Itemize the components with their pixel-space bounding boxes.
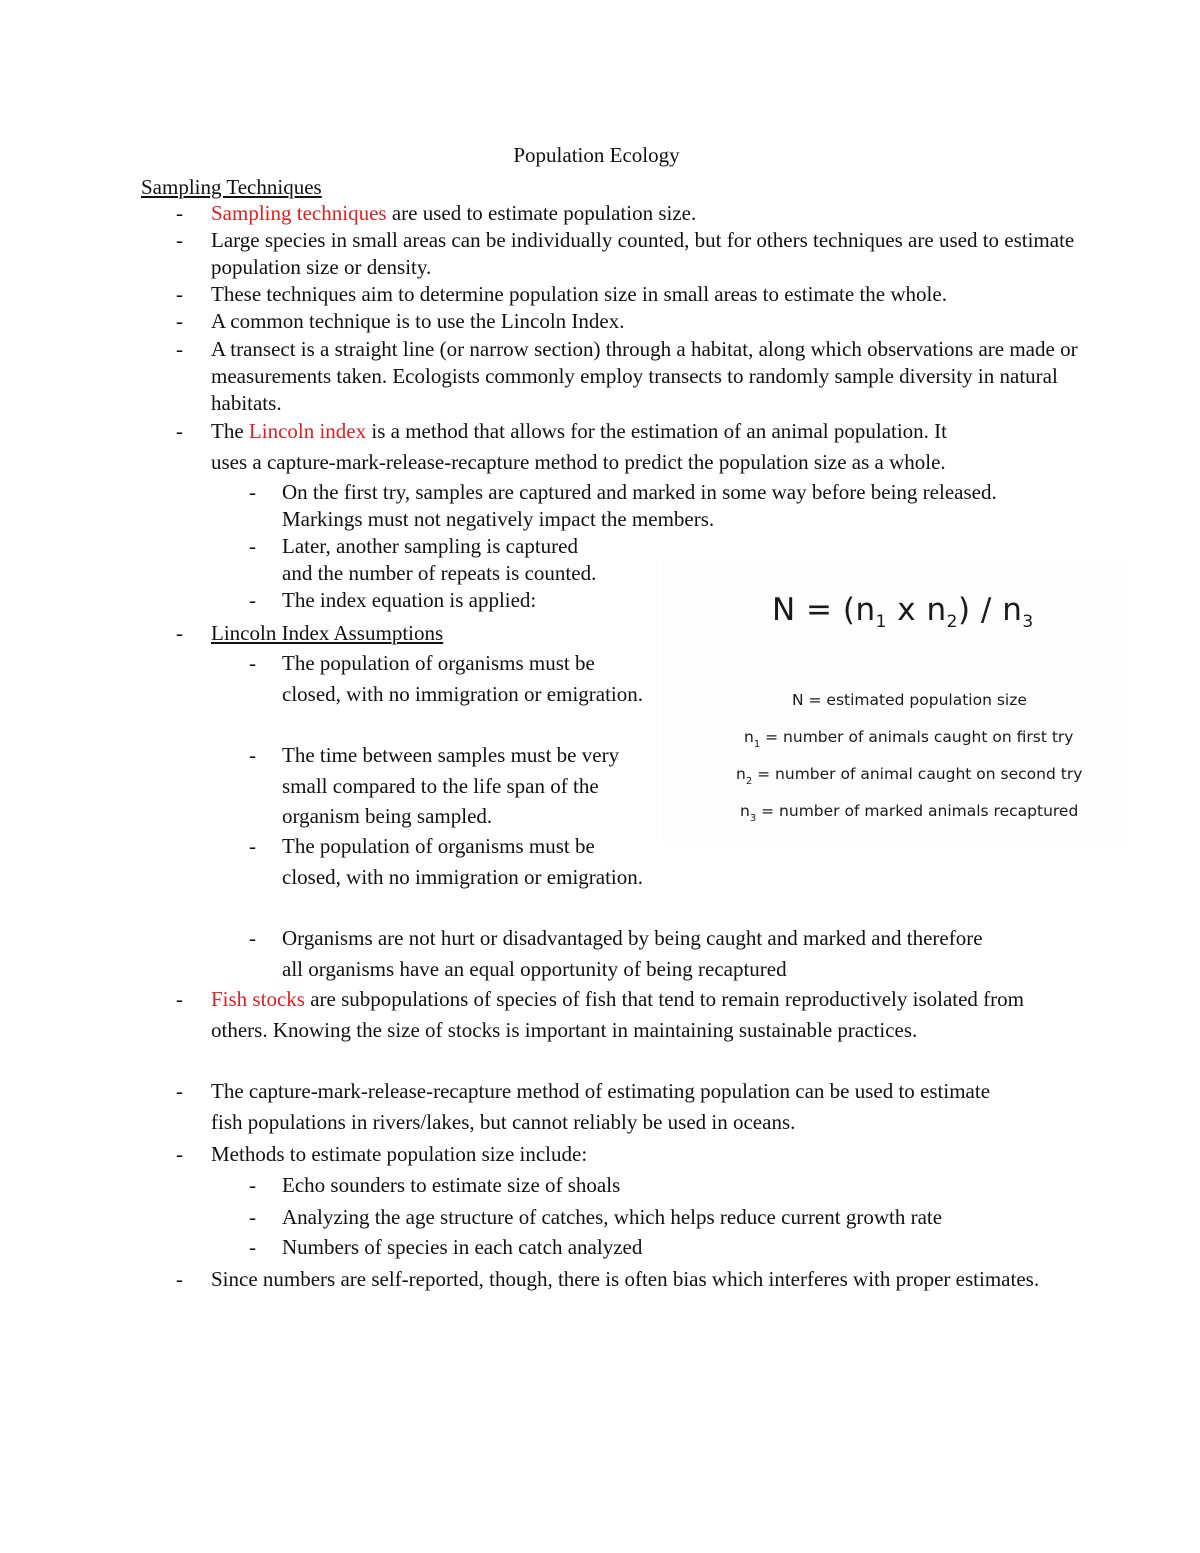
sub-bullet-echo-sounders: - Echo sounders to estimate size of shoals bbox=[282, 1170, 620, 1201]
sub-bullet-closed-population: - The population of organisms must be closed, with no immigration or emigration. bbox=[282, 648, 647, 709]
sub-bullet-first-try: - On the first try, samples are captured and marked in some way before being released. Markings must not negatively impact the members. bbox=[282, 479, 1012, 533]
bullet-lincoln-common: - A common technique is to use the Lincoln Index. bbox=[211, 308, 1091, 335]
page-title: Population Ecology bbox=[513, 143, 680, 167]
term-fish-stocks: Fish stocks bbox=[211, 987, 305, 1011]
legend-text: = number of marked animals recaptured bbox=[756, 802, 1079, 820]
subscript: 1 bbox=[753, 739, 761, 750]
term-lincoln-index: Lincoln index bbox=[248, 419, 367, 443]
subscript: 2 bbox=[745, 776, 753, 787]
legend-n3 bbox=[740, 802, 1078, 824]
bullet-text: are used to estimate population size. bbox=[386, 201, 697, 225]
lincoln-index-figure bbox=[662, 560, 1128, 842]
sub-bullet-species-count: - Numbers of species in each catch analyzed bbox=[282, 1232, 642, 1263]
sub-bullet-index-equation: - The index equation is applied: bbox=[282, 587, 536, 614]
subscript: 2 bbox=[946, 612, 958, 632]
lincoln-index-line-1 bbox=[211, 416, 1091, 447]
legend-variable: n bbox=[740, 802, 750, 820]
legend-n2 bbox=[736, 765, 1082, 787]
bullet-lincoln-index bbox=[211, 416, 1091, 478]
bullet-methods: - Methods to estimate population size include: bbox=[211, 1139, 1091, 1170]
lincoln-index-line-2: uses a capture-mark-release-recapture method to predict the population size as a whole. bbox=[211, 450, 946, 474]
bullet-sampling-techniques bbox=[211, 200, 1091, 227]
bullet-text: is a method that allows for the estimation of an animal population. It bbox=[366, 419, 948, 443]
bullet-text: The bbox=[211, 419, 249, 443]
equation-text: x n bbox=[886, 592, 947, 628]
legend-text: = number of animals caught on first try bbox=[760, 728, 1074, 746]
legend-variable: n bbox=[736, 765, 746, 783]
legend-n1 bbox=[744, 728, 1073, 750]
bullet-transect: - A transect is a straight line (or narrow section) through a habitat, along which observations are made or measurements taken. Ecologists commonly employ transects to randomly sample diversity in natural habitats. bbox=[211, 336, 1091, 417]
bullet-fish-stocks bbox=[211, 984, 1061, 1045]
bullet-capture-method: - The capture-mark-release-recapture method of estimating population can be used to estimate fish populations in rivers/lakes, but cannot reliably be used in oceans. bbox=[211, 1076, 1021, 1138]
assumptions-heading: Lincoln Index Assumptions bbox=[211, 621, 444, 645]
sub-bullet-time-between: - The time between samples must be very small compared to the life span of the organism being sampled. bbox=[282, 740, 632, 832]
later-sampling-line-2: and the number of repeats is counted. bbox=[282, 561, 597, 585]
subscript: 3 bbox=[1022, 612, 1034, 632]
legend-N: N = estimated population size bbox=[792, 691, 1027, 709]
section-heading: Sampling Techniques bbox=[141, 175, 322, 199]
sub-bullet-age-structure: - Analyzing the age structure of catches, which helps reduce current growth rate bbox=[282, 1202, 942, 1233]
subscript: 1 bbox=[875, 612, 887, 632]
equation-text: ) / n bbox=[957, 592, 1023, 628]
later-sampling-line-1: - Later, another sampling is captured bbox=[282, 534, 578, 558]
legend-variable: n bbox=[744, 728, 754, 746]
term-sampling-techniques: Sampling techniques bbox=[211, 201, 387, 225]
subscript: 3 bbox=[749, 813, 757, 824]
legend-text: = number of animal caught on second try bbox=[752, 765, 1083, 783]
bullet-large-species: - Large species in small areas can be individually counted, but for others techniques are used to estimate population size or density. bbox=[211, 227, 1091, 281]
equation-text: N = (n bbox=[772, 592, 876, 628]
sub-bullet-later-sampling bbox=[282, 533, 596, 587]
bullet-techniques-aim: - These techniques aim to determine population size in small areas to estimate the whole. bbox=[211, 281, 1091, 308]
bullet-text: are subpopulations of species of fish that tend to remain reproductively isolated from others. Knowing the size of stocks is important in maintaining sustainable practices. bbox=[211, 987, 1024, 1042]
sub-bullet-closed-population-2: - The population of organisms must be closed, with no immigration or emigration. bbox=[282, 831, 647, 892]
lincoln-equation bbox=[772, 592, 1034, 632]
bullet-self-reported: - Since numbers are self-reported, though, there is often bias which interferes with proper estimates. bbox=[211, 1264, 1061, 1295]
sub-bullet-not-hurt: - Organisms are not hurt or disadvantaged by being caught and marked and therefore all organisms have an equal opportunity of being recaptured bbox=[282, 923, 1002, 984]
